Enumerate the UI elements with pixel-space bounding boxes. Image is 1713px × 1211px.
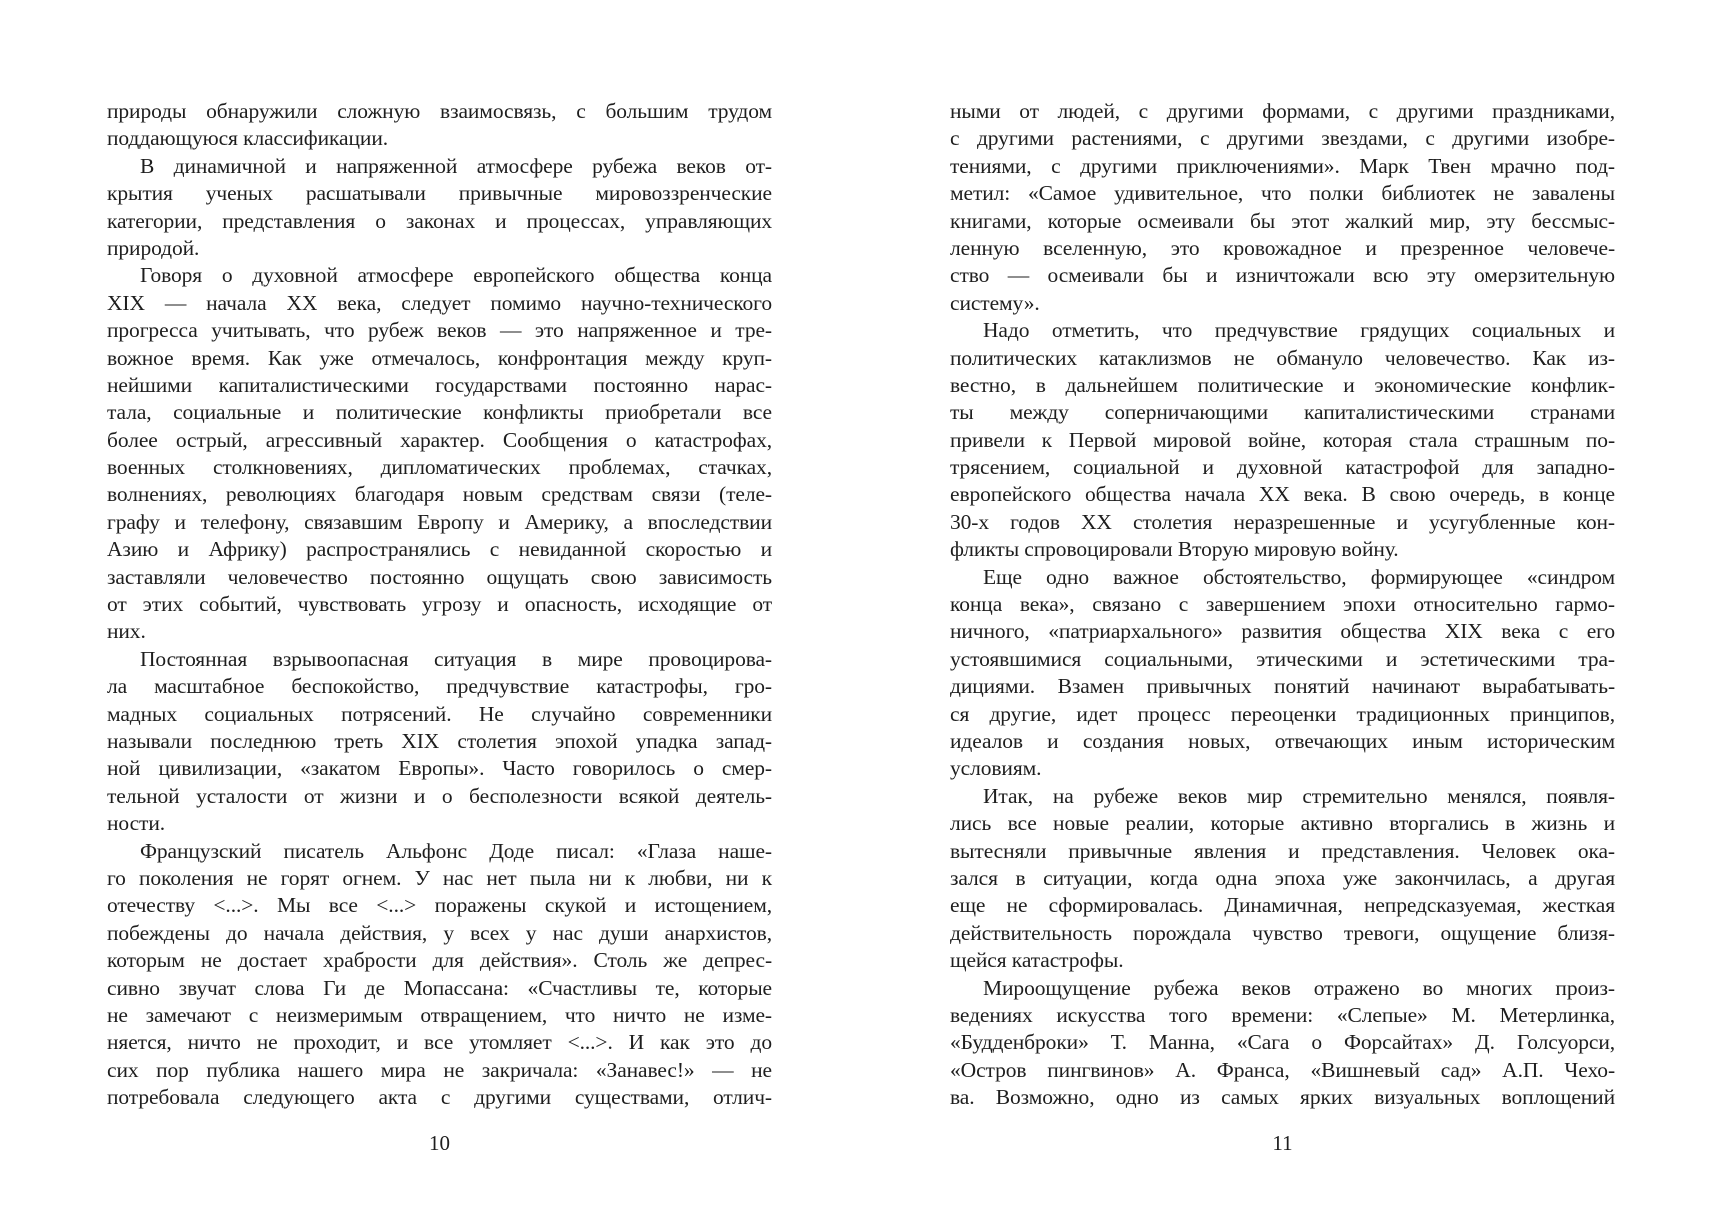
text-line: действительность порождала чувство тревоги, ощущение близя-: [950, 920, 1615, 945]
text-line: лись все новые реалии, которые активно вторгались в жизнь и: [950, 811, 1615, 836]
text-line: систему».: [950, 290, 1040, 315]
text-line: ленную вселенную, это кровожадное и презренное человече-: [950, 235, 1615, 260]
text-line: вестно, в дальнейшем политические и экономические конфлик-: [950, 372, 1615, 397]
paragraph: [950, 564, 1615, 783]
text-line: побеждены до начала действия, у всех у нас души анархистов,: [107, 920, 772, 945]
text-line: ной цивилизации, «закатом Европы». Часто говорилось о смер-: [107, 756, 772, 781]
text-line: графу и телефону, связавшим Европу и Америку, а впоследствии: [107, 509, 772, 534]
text-line: го поколения не горят огнем. У нас нет пыла ни к любви, ни к: [107, 865, 772, 890]
text-line: вожное время. Как уже отмечалось, конфронтация между круп-: [107, 345, 772, 370]
text-line: природой.: [107, 235, 200, 260]
text-line: ва. Возможно, одно из самых ярких визуальных воплощений: [950, 1085, 1615, 1110]
text-line: называли последнюю треть XIX столетия эпохой упадка запад-: [107, 728, 772, 753]
text-line: сих пор публика нашего мира не закричала: «Занавес!» — не: [107, 1057, 772, 1082]
text-line: которым не достает храбрости для действия». Столь же депрес-: [107, 948, 772, 973]
text-line: ты между соперничающими капиталистическими странами: [950, 400, 1615, 425]
page-text-column: [950, 98, 1615, 1111]
text-line: волнениях, революциях благодаря новым средствам связи (теле-: [107, 482, 772, 507]
text-line: заставляли человечество постоянно ощущать свою зависимость: [107, 564, 772, 589]
text-line: Итак, на рубеже веков мир стремительно менялся, появля-: [983, 783, 1615, 808]
text-line: мадных социальных потрясений. Не случайно современники: [107, 701, 772, 726]
text-line: метил: «Самое удивительное, что полки библиотек не завалены: [950, 181, 1615, 206]
left-page: [0, 0, 856, 1211]
text-line: дициями. Взамен привычных понятий начинают вырабатывать-: [950, 674, 1615, 699]
text-line: крытия ученых расшатывали привычные мировоззренческие: [107, 181, 772, 206]
text-line: тала, социальные и политические конфликты приобретали все: [107, 400, 772, 425]
text-line: Надо отметить, что предчувствие грядущих социальных и: [983, 318, 1615, 343]
text-line: военных столкновениях, дипломатических проблемах, стачках,: [107, 455, 772, 480]
text-line: вытесняли привычные явления и представления. Человек ока-: [950, 838, 1615, 863]
text-line: сивно звучат слова Ги де Мопассана: «Счастливы те, которые: [107, 975, 772, 1000]
text-line: потребовала следующего акта с другими существами, отлич-: [107, 1085, 772, 1110]
text-line: условиям.: [950, 756, 1042, 781]
paragraph: [107, 646, 772, 838]
text-line: ничного, «патриархального» развития общества XIX века с его: [950, 619, 1615, 644]
paragraph: [107, 838, 772, 1112]
text-line: щейся катастрофы.: [950, 948, 1124, 973]
text-line: трясением, социальной и духовной катастрофой для западно-: [950, 455, 1615, 480]
text-line: Еще одно важное обстоятельство, формирующее «синдром: [983, 564, 1615, 589]
text-line: Говоря о духовной атмосфере европейского общества конца: [140, 263, 772, 288]
text-line: книгами, которые осмеивали бы этот жалкий мир, эту бессмыс-: [950, 208, 1615, 233]
text-line: еще не сформировалась. Динамичная, непредсказуемая, жесткая: [950, 893, 1615, 918]
text-line: 30-х годов XX столетия неразрешенные и усугубленные кон-: [950, 509, 1615, 534]
text-line: поддающуюся классификации.: [107, 126, 388, 151]
text-line: политических катаклизмов не обмануло человечество. Как из-: [950, 345, 1615, 370]
text-line: от этих событий, чувствовать угрозу и опасность, исходящие от: [107, 592, 772, 617]
text-line: ности.: [107, 811, 166, 836]
text-line: Азию и Африку) распространялись с невиданной скоростью и: [107, 537, 772, 562]
text-line: отечеству <...>. Мы все <...> поражены скукой и истощением,: [107, 893, 772, 918]
page-text-column: [107, 98, 772, 1111]
text-line: ведениях искусства того времени: «Слепые» М. Метерлинка,: [950, 1002, 1615, 1027]
text-line: не замечают с неизмеримым отвращением, что ничто не изме-: [107, 1002, 772, 1027]
text-line: идеалов и создания новых, отвечающих иным историческим: [950, 728, 1615, 753]
paragraph: [950, 98, 1615, 317]
text-line: ство — осмеивали бы и изничтожали всю эту омерзительную: [950, 263, 1615, 288]
paragraph: [107, 98, 772, 153]
text-line: тельной усталости от жизни и о бесполезности всякой деятель-: [107, 783, 772, 808]
paragraph: [107, 262, 772, 645]
text-line: европейского общества начала XX века. В свою очередь, в конце: [950, 482, 1615, 507]
text-line: няется, ничто не проходит, и все утомляет <...>. И как это до: [107, 1030, 772, 1055]
text-line: категории, представления о законах и процессах, управляющих: [107, 208, 772, 233]
text-line: ла масштабное беспокойство, предчувствие катастрофы, гро-: [107, 674, 772, 699]
text-line: ными от людей, с другими формами, с другими праздниками,: [950, 99, 1615, 123]
text-line: зался в ситуации, когда одна эпоха уже закончилась, а другая: [950, 865, 1615, 890]
paragraph: [950, 783, 1615, 975]
text-line: тениями, с другими приключениями». Марк Твен мрачно под-: [950, 153, 1615, 178]
text-line: привели к Первой мировой войне, которая стала страшным по-: [950, 427, 1615, 452]
text-line: природы обнаружили сложную взаимосвязь, с большим трудом: [107, 99, 772, 123]
text-line: конца века», связано с завершением эпохи относительно гармо-: [950, 592, 1615, 617]
text-line: устоявшимися социальными, этическими и эстетическими тра-: [950, 646, 1615, 671]
text-line: В динамичной и напряженной атмосфере рубежа веков от-: [140, 153, 772, 178]
text-line: XIX — начала XX века, следует помимо научно-технического: [107, 290, 772, 315]
text-line: более острый, агрессивный характер. Сообщения о катастрофах,: [107, 427, 772, 452]
text-line: нейшими капиталистическими государствами постоянно нарас-: [107, 372, 772, 397]
right-page: [856, 0, 1713, 1211]
text-line: прогресса учитывать, что рубеж веков — это напряженное и тре-: [107, 318, 772, 343]
page-number: 10: [429, 1131, 450, 1155]
text-line: ся другие, идет процесс переоценки традиционных принципов,: [950, 701, 1615, 726]
text-line: Мироощущение рубежа веков отражено во многих произ-: [983, 975, 1615, 1000]
page-number: 11: [1272, 1131, 1293, 1155]
text-line: с другими растениями, с другими звездами, с другими изобре-: [950, 126, 1615, 151]
text-line: Постоянная взрывоопасная ситуация в мире провоцирова-: [140, 646, 772, 671]
paragraph: [950, 317, 1615, 564]
text-line: «Остров пингвинов» А. Франса, «Вишневый сад» А.П. Чехо-: [950, 1057, 1615, 1082]
text-line: них.: [107, 619, 146, 644]
paragraph: [107, 153, 772, 263]
text-line: «Будденброки» Т. Манна, «Сага о Форсайтах» Д. Голсуорси,: [950, 1030, 1615, 1055]
paragraph: [950, 975, 1615, 1112]
text-line: Французский писатель Альфонс Доде писал: «Глаза наше-: [140, 838, 772, 863]
text-line: фликты спровоцировали Вторую мировую войну.: [950, 537, 1399, 562]
